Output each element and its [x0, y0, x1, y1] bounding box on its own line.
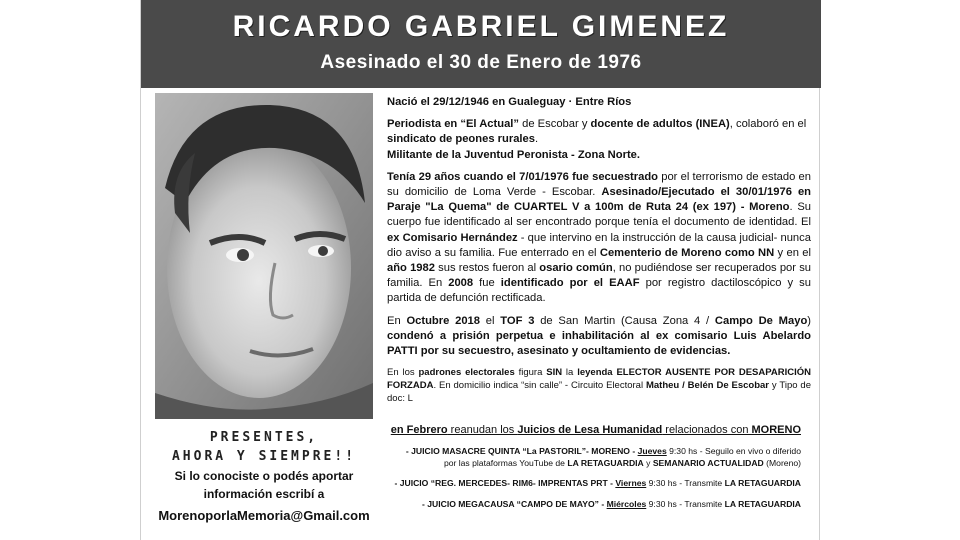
birth-info: Nació el 29/12/1946 en Gualeguay · Entre Ríos	[387, 96, 632, 108]
trial-paragraph: En Octubre 2018 el TOF 3 de San Martin (Causa Zona 4 / Campo De Mayo) condenó a prisión perpetua e inhabilitación al ex comisario Luis Abelardo PATTI por su secuestro, asesinato y ocultamiento de evidencias.	[387, 314, 812, 358]
memorial-card	[140, 0, 820, 540]
trial-item-mercedes: - JUICIO “REG. MERCEDES- RIM6- IMPRENTAS PRT - Viernes 9:30 hs - Transmite LA RETAGUARDIA	[394, 478, 801, 488]
portrait-image	[155, 93, 373, 419]
presentes-line-2: AHORA Y SIEMPRE!!	[171, 449, 357, 464]
trial-item-pastoril: - JUICIO MASACRE QUINTA “La PASTORIL”- MORENO - Jueves 9:30 hs - Seguilo en vivo o diferido	[405, 446, 801, 456]
person-name: RICARDO GABRIEL GIMENEZ	[232, 10, 730, 43]
militancy-info: Militante de la Juventud Peronista - Zona Norte.	[387, 148, 640, 161]
trials-schedule	[387, 424, 811, 510]
occupation-info: Periodista en “El Actual” de Escobar y docente de adultos (INEA), colaboró en el sindicato de peones rurales.	[387, 118, 807, 146]
contact-line-2: información escribí a	[203, 487, 325, 501]
contact-email: MorenoporlaMemoria@Gmail.com	[158, 508, 370, 523]
presentes-line-1: PRESENTES,	[209, 430, 319, 445]
biography	[387, 95, 811, 405]
trials-title: en Febrero reanudan los Juicios de Lesa Humanidad relacionados con MORENO	[390, 424, 801, 436]
kidnapping-paragraph: Tenía 29 años cuando el 7/01/1976 fue secuestrado por el terrorismo de estado en su domicilio de Loma Verde - Escobar. Asesinado/Ejecutado el 30/01/1976 en Paraje "La Quema" de CUARTEL V a 100m de Ruta 24 (ex 197) - Moreno. Su cuerpo fue identificado al ser encontrado porque tenía el documento de identidad. El ex Comisario Hernández - que intervino en la instrucción de la causa judicial- nunca dio aviso a su familia. Fue enterrado en el Cementerio de Moreno como NN y en el año 1982 sus restos fueron al osario común, no pudiéndose ser recuperados por su familia. En 2008 fue identificado por el EAAF por registro dactiloscópico y su partida de defunción rectificada.	[387, 170, 812, 305]
memorial-call-to-action	[141, 428, 387, 523]
trial-item-pastoril-streaming: por las plataformas YouTube de LA RETAGUARDIA y SEMANARIO ACTUALIDAD (Moreno)	[443, 457, 801, 468]
electoral-roll-paragraph: En los padrones electorales figura SIN la leyenda ELECTOR AUSENTE POR DESAPARICIÓN FORZADA. En domicilio indica “sin calle” - Circuito Electoral Matheu / Belén De Escobar y Tipo de doc: L	[387, 367, 811, 405]
death-date-subtitle: Asesinado el 30 de Enero de 1976	[320, 52, 642, 73]
header-banner	[141, 0, 821, 88]
contact-line-1: Si lo conociste o podés aportar	[174, 469, 354, 483]
portrait-photo	[155, 93, 373, 419]
trial-item-campo-de-mayo: - JUICIO MEGACAUSA “CAMPO DE MAYO” - Miércoles 9:30 hs - Transmite LA RETAGUARDIA	[421, 498, 801, 509]
